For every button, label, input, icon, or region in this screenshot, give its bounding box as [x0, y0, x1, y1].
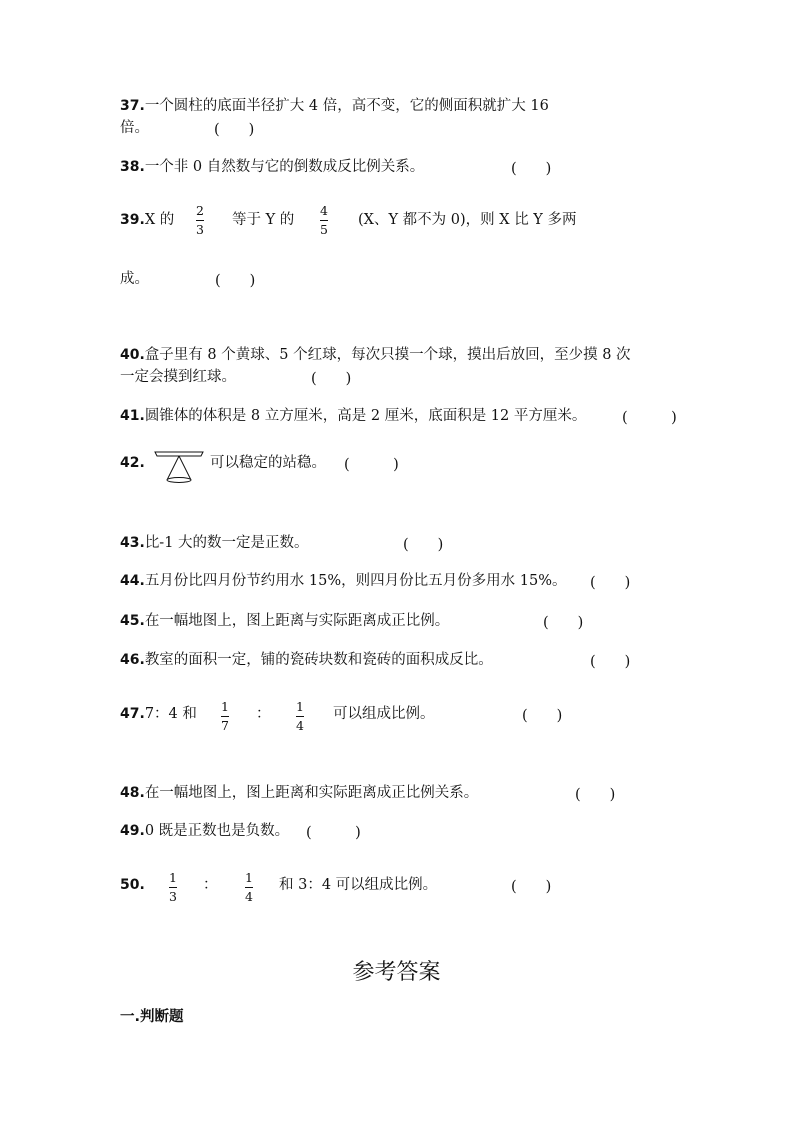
question-49 — [120, 821, 289, 841]
fraction-one-fourth — [296, 700, 304, 733]
answer-blank[interactable]: ( ) — [511, 879, 552, 895]
question-43 — [120, 533, 309, 553]
question-number: 47. — [120, 706, 145, 722]
numerator: 1 — [169, 870, 177, 885]
question-text: 一个非 0 自然数与它的倒数成反比例关系。 — [144, 159, 425, 175]
question-text: 在一幅地图上，图上距离和实际距离成正比例关系。 — [144, 785, 479, 801]
question-40 — [120, 345, 631, 365]
question-text: 可以组成比例。 — [333, 706, 435, 722]
question-37-line2 — [120, 118, 149, 138]
question-text: 比-1 大的数一定是正数。 — [144, 535, 309, 551]
question-number: 45. — [120, 613, 145, 629]
denominator: 4 — [245, 889, 253, 904]
answer-blank[interactable]: ( ) — [214, 122, 255, 138]
question-text: 盒子里有 8 个黄球、5 个红球，每次只摸一个球，摸出后放回，至少摸 8 次 — [144, 347, 631, 363]
question-text: 五月份比四月份节约用水 15%，则四月份比五月份多用水 15%。 — [144, 573, 567, 589]
question-text: 圆锥体的体积是 8 立方厘米，高是 2 厘米，底面积是 12 平方厘米。 — [144, 408, 587, 424]
answer-blank[interactable]: ( ) — [522, 708, 563, 724]
answer-blank[interactable]: ( ) — [622, 410, 677, 426]
fraction-two-thirds — [196, 204, 204, 237]
question-text: 在一幅地图上，图上距离与实际距离成正比例。 — [144, 613, 450, 629]
question-44 — [120, 571, 567, 591]
question-text: 教室的面积一定，铺的瓷砖块数和瓷砖的面积成反比。 — [144, 652, 493, 668]
numerator: 1 — [221, 699, 229, 714]
question-text: 倍。 — [120, 120, 149, 136]
answer-blank[interactable]: ( ) — [306, 825, 361, 841]
answer-blank[interactable]: ( ) — [403, 537, 444, 553]
answer-blank[interactable]: ( ) — [590, 575, 631, 591]
question-46 — [120, 650, 493, 670]
question-41 — [120, 406, 586, 426]
answer-blank[interactable]: ( ) — [511, 161, 552, 177]
numerator: 4 — [320, 203, 328, 218]
fraction-four-fifths — [320, 204, 328, 237]
question-text: 一个圆柱的底面半径扩大 4 倍，高不变，它的侧面积就扩大 16 — [144, 98, 549, 114]
question-text: 7：4 和 — [144, 706, 197, 722]
answer-blank[interactable]: ( ) — [590, 654, 631, 670]
question-number: 50. — [120, 877, 145, 893]
question-39-line2 — [120, 269, 149, 289]
answer-blank[interactable]: ( ) — [311, 371, 352, 387]
numerator: 2 — [196, 203, 204, 218]
question-number: 37. — [120, 98, 145, 114]
answer-blank[interactable]: ( ) — [215, 273, 256, 289]
question-number: 42. — [120, 455, 145, 471]
numerator: 1 — [245, 870, 253, 885]
fraction-one-third — [169, 871, 177, 904]
question-number: 48. — [120, 785, 145, 801]
question-text: 一定会摸到红球。 — [120, 369, 236, 385]
ratio-colon: ： — [256, 706, 271, 722]
question-number: 43. — [120, 535, 145, 551]
answers-title: 参考答案 — [352, 960, 441, 985]
question-text: 0 既是正数也是负数。 — [144, 823, 290, 839]
denominator: 5 — [320, 222, 328, 237]
section-title: 一.判断题 — [120, 1009, 184, 1025]
question-47 — [120, 704, 197, 724]
question-text: X 的 — [144, 212, 175, 228]
question-text: 等于 Y 的 — [232, 212, 295, 228]
question-48 — [120, 783, 478, 803]
denominator: 3 — [196, 222, 204, 237]
question-42 — [120, 453, 145, 473]
question-number: 39. — [120, 212, 145, 228]
fraction-one-fourth — [245, 871, 253, 904]
answer-blank[interactable]: ( ) — [543, 615, 584, 631]
cone-with-board-figure — [152, 446, 206, 486]
question-number: 41. — [120, 408, 145, 424]
question-text: (X、Y 都不为 0)，则 X 比 Y 多两 — [358, 212, 577, 228]
question-40-line2 — [120, 367, 236, 387]
question-number: 38. — [120, 159, 145, 175]
denominator: 3 — [169, 889, 177, 904]
answer-blank[interactable]: ( ) — [575, 787, 616, 803]
question-38 — [120, 157, 424, 177]
denominator: 4 — [296, 718, 304, 733]
numerator: 1 — [296, 699, 304, 714]
question-number: 44. — [120, 573, 145, 589]
question-45 — [120, 611, 449, 631]
question-text: 成。 — [120, 271, 149, 287]
ratio-colon: ： — [203, 877, 218, 893]
question-number: 46. — [120, 652, 145, 668]
question-text: 可以稳定的站稳。 — [210, 455, 326, 471]
question-50 — [120, 875, 145, 895]
answer-blank[interactable]: ( ) — [344, 457, 399, 473]
question-39 — [120, 210, 174, 230]
question-number: 49. — [120, 823, 145, 839]
question-number: 40. — [120, 347, 145, 363]
fraction-one-seventh — [221, 700, 229, 733]
question-37 — [120, 96, 549, 116]
denominator: 7 — [221, 718, 229, 733]
question-text: 和 3：4 可以组成比例。 — [279, 877, 438, 893]
